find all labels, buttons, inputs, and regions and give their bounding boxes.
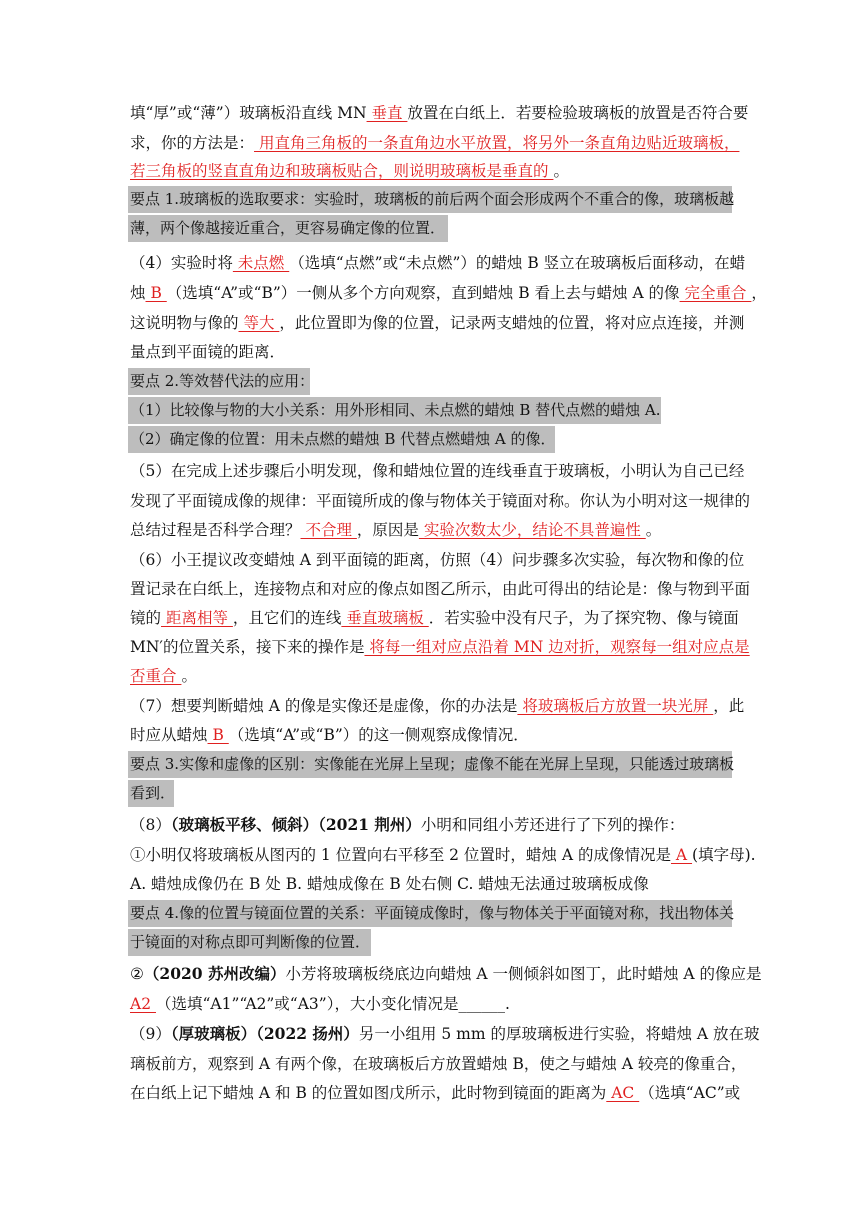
answer-blank: AC xyxy=(606,1084,640,1102)
highlight-note: 要点 1.玻璃板的选取要求：实验时，玻璃板的前后两个面会形成两个不重合的像，玻璃板越 xyxy=(128,186,732,213)
text-line: A2 （选填“A1”“A2”或“A3”），大小变化情况是______. xyxy=(130,995,510,1013)
highlight-note: 于镜面的对称点即可判断像的位置． xyxy=(128,929,371,956)
answer-blank: 用直角三角板的一条直角边水平放置，将另外一条直角边贴近玻璃板， xyxy=(254,134,740,152)
text-line: （6）小王提议改变蜡烛 A 到平面镜的距离，仿照（4）问步骤多次实验，每次物和像的位 xyxy=(130,551,745,569)
text-line: ②（2020 苏州改编）小芳将玻璃板绕底边向蜡烛 A 一侧倾斜如图丁，此时蜡烛 A 的像应是 xyxy=(130,964,762,983)
answer-blank: 未点燃 xyxy=(232,254,290,272)
text-line: 镜的 距离相等 ，且它们的连线 垂直玻璃板 ．若实验中没有尺子，为了探究物、像与镜面 xyxy=(130,609,739,627)
text-line: 总结过程是否科学合理？ 不合理 ，原因是 实验次数太少，结论不具普遍性 。 xyxy=(130,521,662,539)
text-line: ①小明仅将玻璃板从图丙的 1 位置向右平移至 2 位置时，蜡烛 A 的成像情况是 A (填字母). xyxy=(130,846,756,864)
text-line: 求，你的方法是： 用直角三角板的一条直角边水平放置，将另外一条直角边贴近玻璃板， xyxy=(130,134,740,152)
text-line: （7）想要判断蜡烛 A 的像是实像还是虚像，你的办法是 将玻璃板后方放置一块光屏 ，此 xyxy=(130,697,745,715)
highlight-note: （2）确定像的位置：用未点燃的蜡烛 B 代替点燃蜡烛 A 的像． xyxy=(128,426,555,453)
highlight-note: 要点 4.像的位置与镜面位置的关系：平面镜成像时，像与物体关于平面镜对称，找出物体关 xyxy=(128,900,732,927)
answer-blank: A2 xyxy=(130,995,156,1013)
text-line: 量点到平面镜的距离． xyxy=(130,343,286,361)
answer-blank: 否重合 xyxy=(130,667,182,685)
text-line: （9）（厚玻璃板）（2022 扬州）另一小组用 5 mm 的厚玻璃板进行实验，将蜡烛 A 放在玻 xyxy=(130,1024,760,1043)
answer-blank: 将每一组对应点沿着 MN 边对折，观察每一组对应点是 xyxy=(364,638,750,656)
answer-blank: 距离相等 xyxy=(161,609,233,627)
text-line: MN′的位置关系，接下来的操作是 将每一组对应点沿着 MN 边对折，观察每一组对应点是 xyxy=(130,638,750,656)
answer-blank: 若三角板的竖直直角边和玻璃板贴合，则说明玻璃板是垂直的 xyxy=(130,162,554,180)
highlight-note: （1）比较像与物的大小关系：用外形相同、未点燃的蜡烛 B 替代点燃的蜡烛 A. xyxy=(128,397,661,424)
answer-blank: A xyxy=(670,846,693,864)
text-line: 烛 B （选填“A”或“B”）一侧从多个方向观察，直到蜡烛 B 看上去与蜡烛 A 的像 完全重合 ， xyxy=(130,284,767,302)
answer-blank: 垂直玻璃板 xyxy=(341,609,429,627)
text-line: 时应从蜡烛 B （选填“A”或“B”）的这一侧观察成像情况． xyxy=(130,726,529,744)
answer-blank: 垂直 xyxy=(366,104,408,122)
text-line: 这说明物与像的 等大 ，此位置即为像的位置，记录两支蜡烛的位置，将对应点连接，并测 xyxy=(130,314,745,332)
answer-blank: 等大 xyxy=(238,314,280,332)
answer-blank: 实验次数太少，结论不具普遍性 xyxy=(418,521,646,539)
answer-blank: 完全重合 xyxy=(679,284,752,302)
text-line: （4）实验时将 未点燃 （选填“点燃”或“未点燃”）的蜡烛 B 竖立在玻璃板后面移动，在蜡 xyxy=(130,254,746,272)
highlight-note: 要点 2.等效替代法的应用： xyxy=(128,368,310,395)
text-line: 发现了平面镜成像的规律：平面镜所成的像与物体关于镜面对称。你认为小明对这一规律的 xyxy=(130,492,751,510)
answer-blank: 不合理 xyxy=(300,521,357,539)
answer-blank: B xyxy=(207,726,229,744)
answer-blank: B xyxy=(145,284,167,302)
text-line: 璃板前方，观察到 A 有两个像，在玻璃板后方放置蜡烛 B，使之与蜡烛 A 较亮的像重合， xyxy=(130,1055,747,1073)
answer-blank: 将玻璃板后方放置一块光屏 xyxy=(517,697,714,715)
highlight-note: 薄，两个像越接近重合，更容易确定像的位置． xyxy=(128,215,448,242)
text-line: 在白纸上记下蜡烛 A 和 B 的位置如图戊所示，此时物到镜面的距离为 AC （选填“AC”或 xyxy=(130,1084,741,1102)
highlight-note: 要点 3.实像和虚像的区别：实像能在光屏上呈现；虚像不能在光屏上呈现，只能透过玻璃板 xyxy=(128,751,732,778)
text-line: （8）（玻璃板平移、倾斜）（2021 荆州）小明和同组小芳还进行了下列的操作： xyxy=(130,815,685,834)
highlight-note: 看到． xyxy=(128,780,174,807)
text-line: （5）在完成上述步骤后小明发现，像和蜡烛位置的连线垂直于玻璃板，小明认为自己已经 xyxy=(130,462,745,480)
text-line: 若三角板的竖直直角边和玻璃板贴合，则说明玻璃板是垂直的 。 xyxy=(130,162,569,180)
text-line: 填“厚”或“薄”）玻璃板沿直线 MN 垂直 放置在白纸上．若要检验玻璃板的放置是否符合要 xyxy=(130,104,749,122)
text-line: 否重合 。 xyxy=(130,667,197,685)
text-line: 置记录在白纸上，连接物点和对应的像点如图乙所示，由此可得出的结论是：像与物到平面 xyxy=(130,580,751,598)
text-line: A. 蜡烛成像仍在 B 处 B. 蜡烛成像在 B 处右侧 C. 蜡烛无法通过玻璃板成像 xyxy=(130,875,649,893)
